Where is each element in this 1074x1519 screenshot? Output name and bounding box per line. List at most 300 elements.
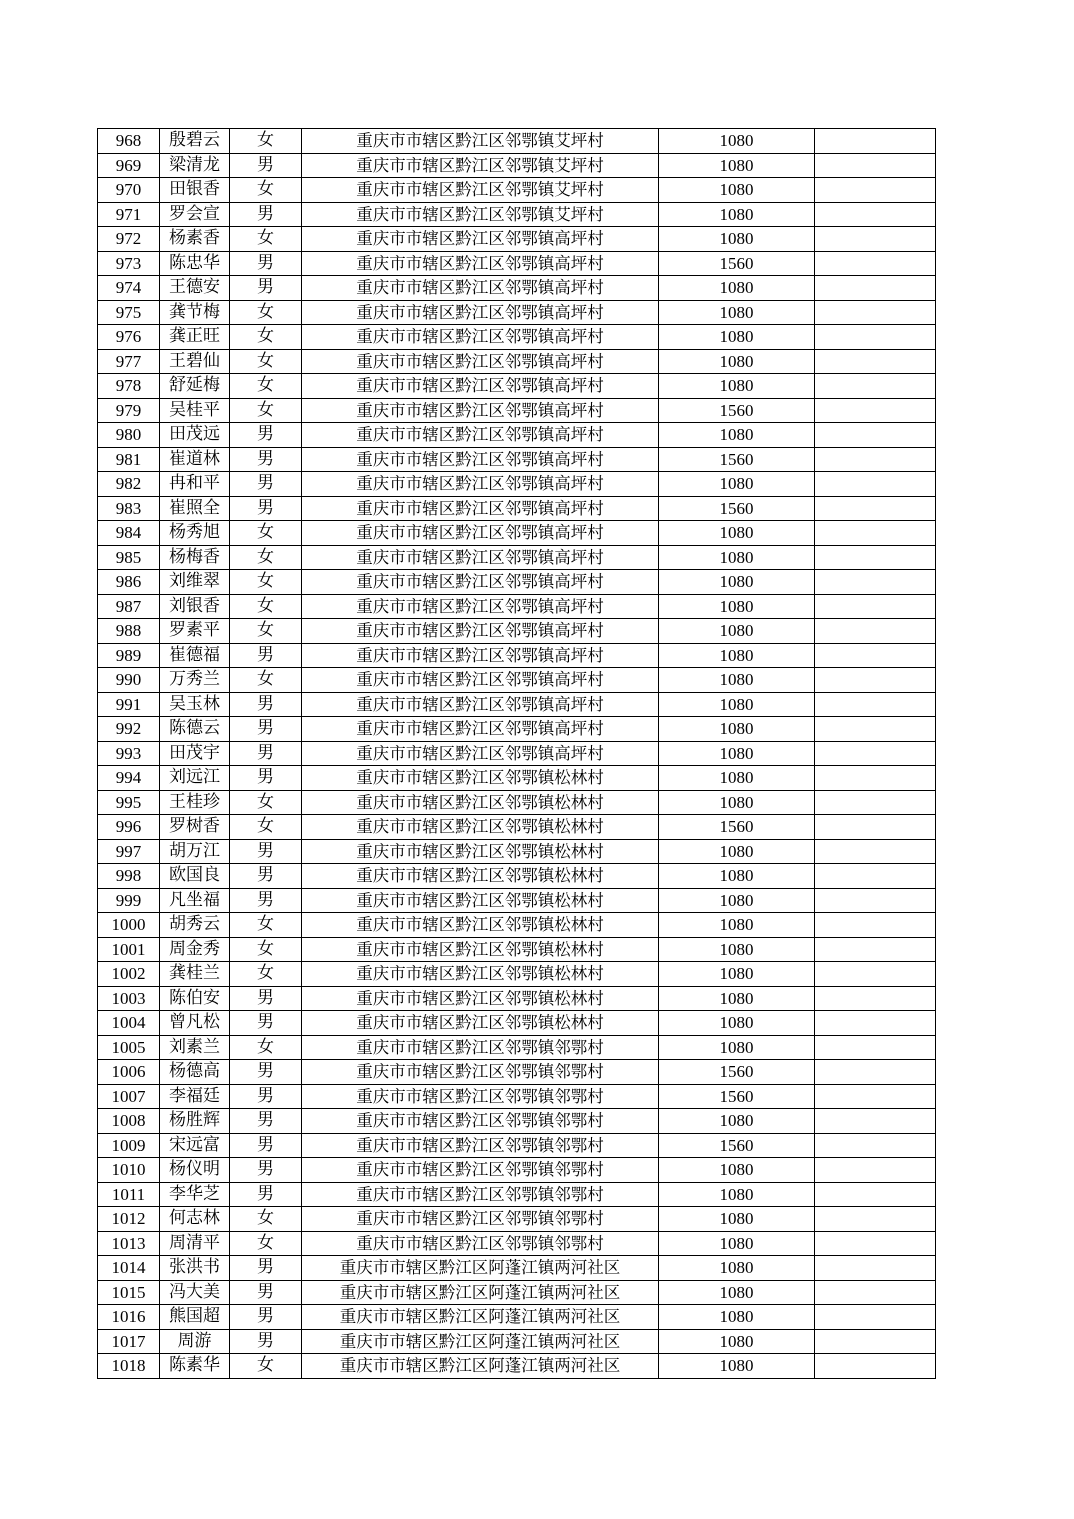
row-number-cell: 983 <box>98 496 160 521</box>
table-row <box>98 227 936 252</box>
gender-cell: 女 <box>230 594 302 619</box>
amount-cell: 1080 <box>659 888 815 913</box>
table-row <box>98 790 936 815</box>
note-cell <box>815 325 936 350</box>
address-cell: 重庆市市辖区黔江区邻鄂镇高坪村 <box>302 717 659 742</box>
amount-cell: 1080 <box>659 1158 815 1183</box>
row-number-cell: 978 <box>98 374 160 399</box>
gender-cell: 女 <box>230 937 302 962</box>
row-number-cell: 1009 <box>98 1133 160 1158</box>
name-cell: 杨秀旭 <box>160 521 230 546</box>
note-cell <box>815 300 936 325</box>
address-cell: 重庆市市辖区黔江区邻鄂镇高坪村 <box>302 374 659 399</box>
address-cell: 重庆市市辖区黔江区邻鄂镇高坪村 <box>302 741 659 766</box>
note-cell <box>815 692 936 717</box>
gender-cell: 女 <box>230 398 302 423</box>
note-cell <box>815 521 936 546</box>
note-cell <box>815 1231 936 1256</box>
gender-cell: 男 <box>230 276 302 301</box>
table-row <box>98 668 936 693</box>
address-cell: 重庆市市辖区黔江区邻鄂镇邻鄂村 <box>302 1182 659 1207</box>
note-cell <box>815 1158 936 1183</box>
row-number-cell: 992 <box>98 717 160 742</box>
gender-cell: 男 <box>230 692 302 717</box>
note-cell <box>815 1109 936 1134</box>
address-cell: 重庆市市辖区黔江区邻鄂镇松林村 <box>302 839 659 864</box>
gender-cell: 男 <box>230 496 302 521</box>
row-number-cell: 995 <box>98 790 160 815</box>
amount-cell: 1080 <box>659 668 815 693</box>
table-row <box>98 496 936 521</box>
amount-cell: 1560 <box>659 251 815 276</box>
name-cell: 曾凡松 <box>160 1011 230 1036</box>
table-row <box>98 325 936 350</box>
table-row <box>98 937 936 962</box>
amount-cell: 1080 <box>659 1182 815 1207</box>
gender-cell: 女 <box>230 1035 302 1060</box>
address-cell: 重庆市市辖区黔江区邻鄂镇高坪村 <box>302 570 659 595</box>
gender-cell: 女 <box>230 668 302 693</box>
amount-cell: 1080 <box>659 545 815 570</box>
table-row <box>98 1133 936 1158</box>
note-cell <box>815 570 936 595</box>
note-cell <box>815 864 936 889</box>
name-cell: 刘银香 <box>160 594 230 619</box>
table-row <box>98 1011 936 1036</box>
table-body <box>98 129 936 1379</box>
table-row <box>98 1182 936 1207</box>
table-row <box>98 251 936 276</box>
amount-cell: 1080 <box>659 521 815 546</box>
note-cell <box>815 1035 936 1060</box>
name-cell: 杨梅香 <box>160 545 230 570</box>
amount-cell: 1080 <box>659 1207 815 1232</box>
gender-cell: 男 <box>230 472 302 497</box>
table-row <box>98 1256 936 1281</box>
name-cell: 李福廷 <box>160 1084 230 1109</box>
gender-cell: 男 <box>230 986 302 1011</box>
address-cell: 重庆市市辖区黔江区邻鄂镇松林村 <box>302 815 659 840</box>
amount-cell: 1080 <box>659 178 815 203</box>
table-row <box>98 1207 936 1232</box>
address-cell: 重庆市市辖区黔江区阿蓬江镇两河社区 <box>302 1256 659 1281</box>
note-cell <box>815 545 936 570</box>
row-number-cell: 1004 <box>98 1011 160 1036</box>
gender-cell: 女 <box>230 325 302 350</box>
note-cell <box>815 496 936 521</box>
table-row <box>98 962 936 987</box>
note-cell <box>815 937 936 962</box>
address-cell: 重庆市市辖区黔江区邻鄂镇高坪村 <box>302 545 659 570</box>
table-row <box>98 545 936 570</box>
amount-cell: 1080 <box>659 570 815 595</box>
row-number-cell: 982 <box>98 472 160 497</box>
note-cell <box>815 423 936 448</box>
address-cell: 重庆市市辖区黔江区邻鄂镇艾坪村 <box>302 202 659 227</box>
note-cell <box>815 815 936 840</box>
table-row <box>98 202 936 227</box>
gender-cell: 女 <box>230 570 302 595</box>
table-row <box>98 1329 936 1354</box>
row-number-cell: 1008 <box>98 1109 160 1134</box>
amount-cell: 1080 <box>659 423 815 448</box>
address-cell: 重庆市市辖区黔江区邻鄂镇高坪村 <box>302 692 659 717</box>
amount-cell: 1560 <box>659 1133 815 1158</box>
name-cell: 王德安 <box>160 276 230 301</box>
address-cell: 重庆市市辖区黔江区邻鄂镇高坪村 <box>302 349 659 374</box>
address-cell: 重庆市市辖区黔江区邻鄂镇松林村 <box>302 913 659 938</box>
name-cell: 崔道林 <box>160 447 230 472</box>
amount-cell: 1560 <box>659 815 815 840</box>
table-row <box>98 423 936 448</box>
note-cell <box>815 349 936 374</box>
note-cell <box>815 472 936 497</box>
name-cell: 陈忠华 <box>160 251 230 276</box>
name-cell: 罗会宣 <box>160 202 230 227</box>
note-cell <box>815 398 936 423</box>
amount-cell: 1560 <box>659 1084 815 1109</box>
name-cell: 梁清龙 <box>160 153 230 178</box>
row-number-cell: 985 <box>98 545 160 570</box>
name-cell: 殷碧云 <box>160 129 230 154</box>
name-cell: 胡万江 <box>160 839 230 864</box>
address-cell: 重庆市市辖区黔江区邻鄂镇高坪村 <box>302 447 659 472</box>
note-cell <box>815 276 936 301</box>
name-cell: 田茂远 <box>160 423 230 448</box>
amount-cell: 1080 <box>659 1231 815 1256</box>
table-row <box>98 864 936 889</box>
table-row <box>98 986 936 1011</box>
name-cell: 周清平 <box>160 1231 230 1256</box>
address-cell: 重庆市市辖区黔江区邻鄂镇高坪村 <box>302 251 659 276</box>
amount-cell: 1080 <box>659 619 815 644</box>
name-cell: 周游 <box>160 1329 230 1354</box>
row-number-cell: 974 <box>98 276 160 301</box>
amount-cell: 1080 <box>659 325 815 350</box>
amount-cell: 1080 <box>659 717 815 742</box>
row-number-cell: 986 <box>98 570 160 595</box>
gender-cell: 男 <box>230 1011 302 1036</box>
amount-cell: 1080 <box>659 202 815 227</box>
row-number-cell: 991 <box>98 692 160 717</box>
note-cell <box>815 374 936 399</box>
address-cell: 重庆市市辖区黔江区邻鄂镇邻鄂村 <box>302 1133 659 1158</box>
address-cell: 重庆市市辖区黔江区邻鄂镇松林村 <box>302 937 659 962</box>
gender-cell: 男 <box>230 766 302 791</box>
gender-cell: 女 <box>230 227 302 252</box>
note-cell <box>815 1354 936 1379</box>
amount-cell: 1080 <box>659 129 815 154</box>
table-row <box>98 643 936 668</box>
address-cell: 重庆市市辖区黔江区邻鄂镇松林村 <box>302 986 659 1011</box>
name-cell: 杨仪明 <box>160 1158 230 1183</box>
table-row <box>98 766 936 791</box>
amount-cell: 1080 <box>659 766 815 791</box>
table-row <box>98 717 936 742</box>
table-row <box>98 1158 936 1183</box>
address-cell: 重庆市市辖区黔江区邻鄂镇高坪村 <box>302 227 659 252</box>
gender-cell: 女 <box>230 913 302 938</box>
row-number-cell: 988 <box>98 619 160 644</box>
name-cell: 冉和平 <box>160 472 230 497</box>
row-number-cell: 997 <box>98 839 160 864</box>
name-cell: 陈素华 <box>160 1354 230 1379</box>
address-cell: 重庆市市辖区黔江区邻鄂镇高坪村 <box>302 496 659 521</box>
row-number-cell: 1003 <box>98 986 160 1011</box>
amount-cell: 1560 <box>659 1060 815 1085</box>
address-cell: 重庆市市辖区黔江区邻鄂镇邻鄂村 <box>302 1207 659 1232</box>
row-number-cell: 1013 <box>98 1231 160 1256</box>
amount-cell: 1080 <box>659 594 815 619</box>
gender-cell: 男 <box>230 153 302 178</box>
table-row <box>98 1084 936 1109</box>
amount-cell: 1080 <box>659 1305 815 1330</box>
note-cell <box>815 913 936 938</box>
table-row <box>98 153 936 178</box>
note-cell <box>815 594 936 619</box>
row-number-cell: 996 <box>98 815 160 840</box>
gender-cell: 男 <box>230 447 302 472</box>
gender-cell: 男 <box>230 1133 302 1158</box>
note-cell <box>815 153 936 178</box>
table-row <box>98 1231 936 1256</box>
gender-cell: 女 <box>230 349 302 374</box>
gender-cell: 男 <box>230 839 302 864</box>
row-number-cell: 976 <box>98 325 160 350</box>
table-row <box>98 521 936 546</box>
gender-cell: 女 <box>230 815 302 840</box>
name-cell: 罗素平 <box>160 619 230 644</box>
name-cell: 杨胜辉 <box>160 1109 230 1134</box>
table-row <box>98 129 936 154</box>
table-row <box>98 839 936 864</box>
note-cell <box>815 668 936 693</box>
note-cell <box>815 1329 936 1354</box>
row-number-cell: 977 <box>98 349 160 374</box>
address-cell: 重庆市市辖区黔江区邻鄂镇高坪村 <box>302 300 659 325</box>
name-cell: 冯大美 <box>160 1280 230 1305</box>
gender-cell: 男 <box>230 1109 302 1134</box>
amount-cell: 1080 <box>659 692 815 717</box>
note-cell <box>815 1182 936 1207</box>
note-cell <box>815 1256 936 1281</box>
amount-cell: 1080 <box>659 472 815 497</box>
address-cell: 重庆市市辖区黔江区邻鄂镇松林村 <box>302 962 659 987</box>
gender-cell: 女 <box>230 545 302 570</box>
row-number-cell: 975 <box>98 300 160 325</box>
address-cell: 重庆市市辖区黔江区邻鄂镇松林村 <box>302 1011 659 1036</box>
gender-cell: 男 <box>230 1305 302 1330</box>
row-number-cell: 973 <box>98 251 160 276</box>
table-row <box>98 1109 936 1134</box>
name-cell: 田银香 <box>160 178 230 203</box>
gender-cell: 男 <box>230 864 302 889</box>
gender-cell: 男 <box>230 251 302 276</box>
row-number-cell: 1018 <box>98 1354 160 1379</box>
amount-cell: 1080 <box>659 1329 815 1354</box>
note-cell <box>815 717 936 742</box>
name-cell: 凡坐福 <box>160 888 230 913</box>
amount-cell: 1080 <box>659 790 815 815</box>
address-cell: 重庆市市辖区黔江区邻鄂镇高坪村 <box>302 325 659 350</box>
address-cell: 重庆市市辖区黔江区邻鄂镇高坪村 <box>302 594 659 619</box>
row-number-cell: 1006 <box>98 1060 160 1085</box>
row-number-cell: 1015 <box>98 1280 160 1305</box>
name-cell: 杨德高 <box>160 1060 230 1085</box>
name-cell: 舒延梅 <box>160 374 230 399</box>
row-number-cell: 971 <box>98 202 160 227</box>
amount-cell: 1560 <box>659 447 815 472</box>
address-cell: 重庆市市辖区黔江区邻鄂镇高坪村 <box>302 619 659 644</box>
note-cell <box>815 129 936 154</box>
row-number-cell: 1000 <box>98 913 160 938</box>
address-cell: 重庆市市辖区黔江区邻鄂镇邻鄂村 <box>302 1060 659 1085</box>
address-cell: 重庆市市辖区黔江区邻鄂镇松林村 <box>302 790 659 815</box>
name-cell: 李华芝 <box>160 1182 230 1207</box>
address-cell: 重庆市市辖区黔江区邻鄂镇邻鄂村 <box>302 1231 659 1256</box>
name-cell: 罗树香 <box>160 815 230 840</box>
table-row <box>98 1035 936 1060</box>
name-cell: 刘远江 <box>160 766 230 791</box>
address-cell: 重庆市市辖区黔江区邻鄂镇邻鄂村 <box>302 1084 659 1109</box>
row-number-cell: 984 <box>98 521 160 546</box>
table-row <box>98 349 936 374</box>
table-row <box>98 1280 936 1305</box>
name-cell: 龚桂兰 <box>160 962 230 987</box>
gender-cell: 男 <box>230 888 302 913</box>
name-cell: 陈伯安 <box>160 986 230 1011</box>
row-number-cell: 1001 <box>98 937 160 962</box>
address-cell: 重庆市市辖区黔江区邻鄂镇邻鄂村 <box>302 1158 659 1183</box>
name-cell: 王碧仙 <box>160 349 230 374</box>
row-number-cell: 979 <box>98 398 160 423</box>
note-cell <box>815 888 936 913</box>
name-cell: 龚节梅 <box>160 300 230 325</box>
note-cell <box>815 178 936 203</box>
note-cell <box>815 1305 936 1330</box>
row-number-cell: 981 <box>98 447 160 472</box>
gender-cell: 男 <box>230 1256 302 1281</box>
row-number-cell: 968 <box>98 129 160 154</box>
gender-cell: 男 <box>230 1329 302 1354</box>
amount-cell: 1080 <box>659 276 815 301</box>
name-cell: 宋远富 <box>160 1133 230 1158</box>
amount-cell: 1080 <box>659 1256 815 1281</box>
amount-cell: 1080 <box>659 227 815 252</box>
note-cell <box>815 1280 936 1305</box>
row-number-cell: 1017 <box>98 1329 160 1354</box>
gender-cell: 女 <box>230 300 302 325</box>
gender-cell: 女 <box>230 129 302 154</box>
amount-cell: 1080 <box>659 913 815 938</box>
amount-cell: 1080 <box>659 839 815 864</box>
name-cell: 吴桂平 <box>160 398 230 423</box>
gender-cell: 男 <box>230 202 302 227</box>
amount-cell: 1080 <box>659 300 815 325</box>
amount-cell: 1080 <box>659 962 815 987</box>
name-cell: 何志林 <box>160 1207 230 1232</box>
address-cell: 重庆市市辖区黔江区邻鄂镇艾坪村 <box>302 153 659 178</box>
gender-cell: 女 <box>230 790 302 815</box>
address-cell: 重庆市市辖区黔江区邻鄂镇松林村 <box>302 864 659 889</box>
note-cell <box>815 251 936 276</box>
gender-cell: 女 <box>230 521 302 546</box>
row-number-cell: 994 <box>98 766 160 791</box>
note-cell <box>815 839 936 864</box>
address-cell: 重庆市市辖区黔江区邻鄂镇高坪村 <box>302 423 659 448</box>
table-row <box>98 178 936 203</box>
name-cell: 崔德福 <box>160 643 230 668</box>
table-row <box>98 594 936 619</box>
amount-cell: 1080 <box>659 1035 815 1060</box>
gender-cell: 女 <box>230 619 302 644</box>
note-cell <box>815 1207 936 1232</box>
row-number-cell: 987 <box>98 594 160 619</box>
amount-cell: 1080 <box>659 643 815 668</box>
amount-cell: 1080 <box>659 374 815 399</box>
note-cell <box>815 986 936 1011</box>
table-row <box>98 300 936 325</box>
name-cell: 欧国良 <box>160 864 230 889</box>
row-number-cell: 1016 <box>98 1305 160 1330</box>
gender-cell: 女 <box>230 178 302 203</box>
table-row <box>98 888 936 913</box>
amount-cell: 1080 <box>659 1011 815 1036</box>
note-cell <box>815 1060 936 1085</box>
table-row <box>98 913 936 938</box>
table-row <box>98 447 936 472</box>
amount-cell: 1080 <box>659 1109 815 1134</box>
name-cell: 杨素香 <box>160 227 230 252</box>
note-cell <box>815 790 936 815</box>
note-cell <box>815 741 936 766</box>
address-cell: 重庆市市辖区黔江区邻鄂镇高坪村 <box>302 668 659 693</box>
table-row <box>98 1060 936 1085</box>
address-cell: 重庆市市辖区黔江区邻鄂镇艾坪村 <box>302 178 659 203</box>
note-cell <box>815 962 936 987</box>
note-cell <box>815 766 936 791</box>
table-row <box>98 570 936 595</box>
address-cell: 重庆市市辖区黔江区阿蓬江镇两河社区 <box>302 1305 659 1330</box>
table-row <box>98 1305 936 1330</box>
row-number-cell: 1002 <box>98 962 160 987</box>
address-cell: 重庆市市辖区黔江区邻鄂镇邻鄂村 <box>302 1035 659 1060</box>
address-cell: 重庆市市辖区黔江区邻鄂镇松林村 <box>302 888 659 913</box>
address-cell: 重庆市市辖区黔江区阿蓬江镇两河社区 <box>302 1329 659 1354</box>
gender-cell: 男 <box>230 1280 302 1305</box>
row-number-cell: 999 <box>98 888 160 913</box>
amount-cell: 1080 <box>659 986 815 1011</box>
note-cell <box>815 202 936 227</box>
name-cell: 田茂宇 <box>160 741 230 766</box>
amount-cell: 1080 <box>659 1280 815 1305</box>
address-cell: 重庆市市辖区黔江区阿蓬江镇两河社区 <box>302 1354 659 1379</box>
name-cell: 胡秀云 <box>160 913 230 938</box>
row-number-cell: 993 <box>98 741 160 766</box>
name-cell: 万秀兰 <box>160 668 230 693</box>
amount-cell: 1080 <box>659 349 815 374</box>
amount-cell: 1080 <box>659 864 815 889</box>
name-cell: 吴玉林 <box>160 692 230 717</box>
gender-cell: 男 <box>230 1084 302 1109</box>
address-cell: 重庆市市辖区黔江区邻鄂镇艾坪村 <box>302 129 659 154</box>
amount-cell: 1560 <box>659 398 815 423</box>
address-cell: 重庆市市辖区黔江区邻鄂镇高坪村 <box>302 472 659 497</box>
row-number-cell: 998 <box>98 864 160 889</box>
row-number-cell: 1005 <box>98 1035 160 1060</box>
note-cell <box>815 643 936 668</box>
data-table <box>97 128 936 1379</box>
